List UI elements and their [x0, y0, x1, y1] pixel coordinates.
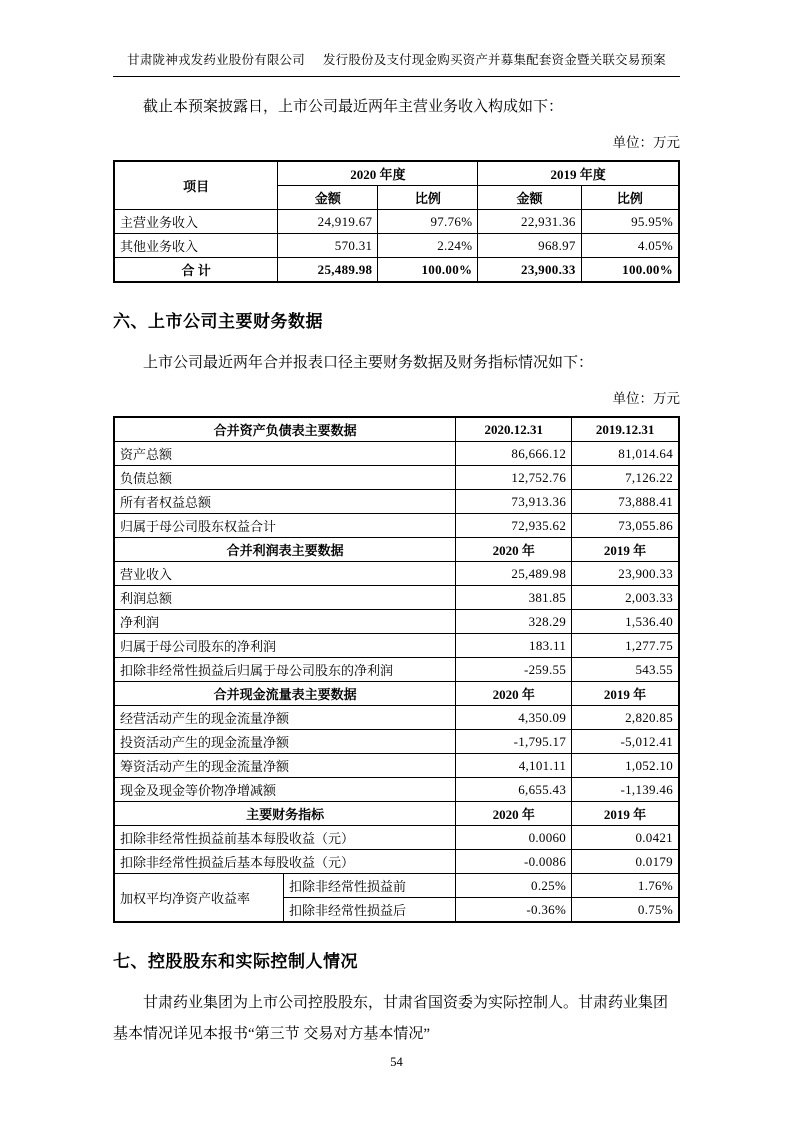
row-label-total: 合 计 [114, 258, 278, 283]
col-2020-header: 2020 年度 [278, 161, 478, 186]
cell-ratio-2019: 100.00% [581, 258, 679, 283]
group-col2: 2019 年 [572, 682, 679, 706]
row-label: 营业收入 [114, 562, 456, 586]
header-company: 甘肃陇神戎发药业股份有限公司 [127, 53, 305, 67]
row-label: 主营业务收入 [114, 210, 278, 234]
table-row [114, 706, 679, 730]
intro-paragraph: 截止本预案披露日，上市公司最近两年主营业务收入构成如下： [143, 99, 564, 115]
cell-value-1: -0.0086 [456, 850, 572, 874]
table-group-header [114, 417, 679, 442]
row-label: 筹资活动产生的现金流量净额 [114, 754, 456, 778]
table-group-header [114, 802, 679, 826]
group-col1: 2020 年 [456, 682, 572, 706]
group-title: 主要财务指标 [114, 802, 456, 826]
cell-amount-2019: 968.97 [478, 234, 581, 258]
roe-label: 加权平均净资产收益率 [114, 874, 284, 923]
table-row [114, 514, 679, 538]
cell-amount-2020: 24,919.67 [278, 210, 378, 234]
col-amount-2019: 金额 [478, 186, 581, 210]
cell-value-1: 6,655.43 [456, 778, 572, 802]
roe-sub-label: 扣除非经常性损益前 [284, 874, 456, 898]
col-ratio-2019: 比例 [581, 186, 679, 210]
page-number: 54 [390, 1055, 403, 1069]
group-title: 合并利润表主要数据 [114, 538, 456, 562]
cell-value-1: 72,935.62 [456, 514, 572, 538]
col-amount-2020: 金额 [278, 186, 378, 210]
cell-value-1: 4,350.09 [456, 706, 572, 730]
table-row [114, 161, 679, 186]
page-header [0, 50, 793, 68]
table-row [114, 754, 679, 778]
row-label: 利润总额 [114, 586, 456, 610]
cell-amount-2020: 570.31 [278, 234, 378, 258]
row-label: 扣除非经常性损益后基本每股收益（元） [114, 850, 456, 874]
cell-value-2: 1,052.10 [572, 754, 679, 778]
cell-value-2: -5,012.41 [572, 730, 679, 754]
cell-amount-2019: 23,900.33 [478, 258, 581, 283]
cell-value-2: 0.0179 [572, 850, 679, 874]
group-title: 合并资产负债表主要数据 [114, 417, 456, 442]
col-item-header: 项目 [114, 161, 278, 210]
table-group-header [114, 538, 679, 562]
col-2019-header: 2019 年度 [478, 161, 679, 186]
table-row [114, 610, 679, 634]
section-7-paragraph: 甘肃药业集团为上市公司控股股东，甘肃省国资委为实际控制人。甘肃药业集团基本情况详见本报书“第三节 交易对方基本情况” [113, 995, 669, 1042]
cell-value-2: -1,139.46 [572, 778, 679, 802]
cell-value-2: 2,003.33 [572, 586, 679, 610]
group-col1: 2020 年 [456, 538, 572, 562]
unit-label-2: 单位：万元 [612, 391, 680, 406]
cell-value-2: 73,055.86 [572, 514, 679, 538]
cell-value-2: 23,900.33 [572, 562, 679, 586]
cell-value-2: 0.75% [572, 898, 679, 923]
financial-data-table [113, 416, 680, 923]
group-col2: 2019.12.31 [572, 417, 679, 442]
cell-value-1: 25,489.98 [456, 562, 572, 586]
row-label: 净利润 [114, 610, 456, 634]
financial-data-table-wrap [113, 416, 680, 923]
cell-amount-2019: 22,931.36 [478, 210, 581, 234]
cell-ratio-2020: 97.76% [378, 210, 478, 234]
cell-amount-2020: 25,489.98 [278, 258, 378, 283]
cell-value-2: 81,014.64 [572, 442, 679, 466]
cell-value-2: 2,820.85 [572, 706, 679, 730]
unit-label-1: 单位：万元 [612, 135, 680, 150]
row-label: 其他业务收入 [114, 234, 278, 258]
cell-ratio-2019: 95.95% [581, 210, 679, 234]
cell-value-1: 0.0060 [456, 826, 572, 850]
row-label: 扣除非经常性损益前基本每股收益（元） [114, 826, 456, 850]
group-title: 合并现金流量表主要数据 [114, 682, 456, 706]
row-label: 资产总额 [114, 442, 456, 466]
table-row [114, 826, 679, 850]
cell-value-1: 12,752.76 [456, 466, 572, 490]
section-6-paragraph: 上市公司最近两年合并报表口径主要财务数据及财务指标情况如下： [143, 355, 594, 371]
section-7-heading: 七、控股股东和实际控制人情况 [113, 952, 358, 971]
cell-value-2: 1.76% [572, 874, 679, 898]
revenue-composition-table-wrap [113, 160, 680, 283]
table-row [114, 850, 679, 874]
table-row [114, 658, 679, 682]
section-6-heading: 六、上市公司主要财务数据 [113, 312, 323, 331]
table-row [114, 490, 679, 514]
row-label: 现金及现金等价物净增减额 [114, 778, 456, 802]
row-label: 负债总额 [114, 466, 456, 490]
revenue-composition-table [113, 160, 680, 283]
table-row [114, 442, 679, 466]
cell-value-2: 73,888.41 [572, 490, 679, 514]
table-row [114, 562, 679, 586]
table-row [114, 730, 679, 754]
col-ratio-2020: 比例 [378, 186, 478, 210]
group-col1: 2020 年 [456, 802, 572, 826]
cell-value-1: 328.29 [456, 610, 572, 634]
table-row [114, 234, 679, 258]
table-row [114, 634, 679, 658]
table-group-header [114, 682, 679, 706]
row-label: 归属于母公司股东的净利润 [114, 634, 456, 658]
group-col2: 2019 年 [572, 538, 679, 562]
table-row [114, 210, 679, 234]
cell-value-1: -259.55 [456, 658, 572, 682]
cell-ratio-2020: 100.00% [378, 258, 478, 283]
page-content [113, 92, 680, 1050]
roe-sub-label: 扣除非经常性损益后 [284, 898, 456, 923]
cell-ratio-2019: 4.05% [581, 234, 679, 258]
row-label: 所有者权益总额 [114, 490, 456, 514]
cell-ratio-2020: 2.24% [378, 234, 478, 258]
cell-value-1: 86,666.12 [456, 442, 572, 466]
group-col2: 2019 年 [572, 802, 679, 826]
header-doc-title: 发行股份及支付现金购买资产并募集配套资金暨关联交易预案 [322, 53, 666, 67]
cell-value-1: 4,101.11 [456, 754, 572, 778]
cell-value-2: 1,277.75 [572, 634, 679, 658]
cell-value-1: 381.85 [456, 586, 572, 610]
row-label: 归属于母公司股东权益合计 [114, 514, 456, 538]
cell-value-2: 0.0421 [572, 826, 679, 850]
table-row [114, 778, 679, 802]
row-label: 扣除非经常性损益后归属于母公司股东的净利润 [114, 658, 456, 682]
table-row [114, 258, 679, 283]
cell-value-1: 0.25% [456, 874, 572, 898]
cell-value-1: 73,913.36 [456, 490, 572, 514]
cell-value-1: -1,795.17 [456, 730, 572, 754]
header-divider [113, 76, 680, 77]
table-row [114, 874, 679, 898]
cell-value-1: 183.11 [456, 634, 572, 658]
table-row [114, 586, 679, 610]
table-row [114, 466, 679, 490]
cell-value-1: -0.36% [456, 898, 572, 923]
cell-value-2: 543.55 [572, 658, 679, 682]
row-label: 投资活动产生的现金流量净额 [114, 730, 456, 754]
cell-value-2: 1,536.40 [572, 610, 679, 634]
cell-value-2: 7,126.22 [572, 466, 679, 490]
group-col1: 2020.12.31 [456, 417, 572, 442]
row-label: 经营活动产生的现金流量净额 [114, 706, 456, 730]
